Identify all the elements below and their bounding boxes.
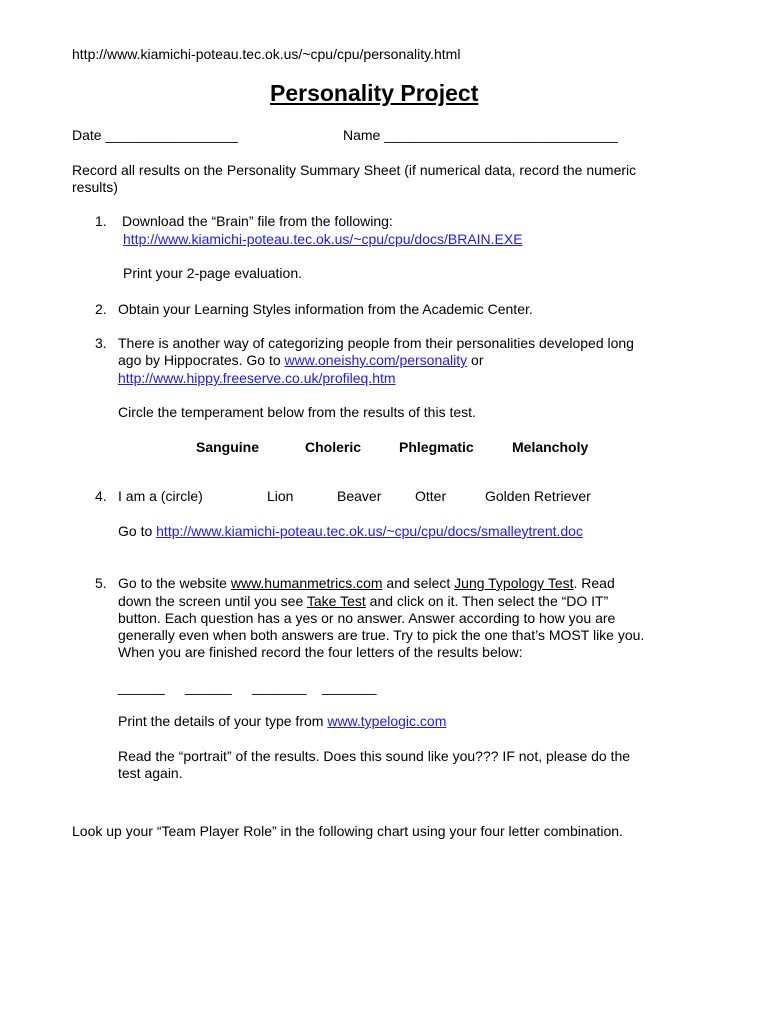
item-3-circle-text: Circle the temperament below from the results of this test. xyxy=(118,404,476,420)
item-5-l1-b: and select xyxy=(382,575,455,591)
item-5-l1-c: . Read xyxy=(573,575,615,591)
item-1-number: 1. xyxy=(95,213,107,229)
date-field: Date _________________ xyxy=(72,127,238,143)
item-5-line-2 xyxy=(118,593,608,609)
item-2-text: Obtain your Learning Styles information from the Academic Center. xyxy=(118,301,533,317)
footer-text: Look up your “Team Player Role” in the following chart using your four letter combination. xyxy=(72,823,623,839)
result-blank-3: _______ xyxy=(252,679,307,695)
temperament-choleric: Choleric xyxy=(305,439,362,455)
item-3-line-2-text: ago by Hippocrates. Go to xyxy=(118,352,285,368)
item-3-line-1: There is another way of categorizing people from their personalities developed long xyxy=(118,335,634,351)
option-golden-retriever: Golden Retriever xyxy=(485,488,591,504)
item-5-number: 5. xyxy=(95,575,107,591)
item-1-link-line xyxy=(123,231,523,247)
result-blank-4: _______ xyxy=(322,679,377,695)
hippy-link[interactable]: http://www.hippy.freeserve.co.uk/profileq.htm xyxy=(118,370,396,386)
smalleytrent-link[interactable]: http://www.kiamichi-poteau.tec.ok.us/~cpu/cpu/docs/smalleytrent.doc xyxy=(156,523,583,539)
oneishy-link[interactable]: www.oneishy.com/personality xyxy=(284,352,468,368)
option-beaver: Beaver xyxy=(337,488,382,504)
item-4-goto xyxy=(118,523,583,539)
page-title: Personality Project xyxy=(270,80,479,106)
item-5-line-4: generally even when both answers are true. Try to pick the one that’s MOST like you. xyxy=(118,627,645,643)
item-3-or: or xyxy=(467,352,484,368)
item-5-line-3: button. Each question has a yes or no answer. Answer according to how you are xyxy=(118,610,616,626)
item-3-line-3 xyxy=(118,370,396,386)
item-4-number: 4. xyxy=(95,488,107,504)
header-url: http://www.kiamichi-poteau.tec.ok.us/~cpu/cpu/personality.html xyxy=(72,46,461,62)
item-3-line-2 xyxy=(118,352,484,368)
item-5-l1-a: Go to the website xyxy=(118,575,231,591)
item-3-number: 3. xyxy=(95,335,107,351)
item-5-print-text: Print the details of your type from xyxy=(118,713,328,729)
item-1-text: Download the “Brain” file from the following: xyxy=(122,213,393,229)
item-4-goto-text: Go to xyxy=(118,523,157,539)
take-test-text: Take Test xyxy=(306,593,366,609)
result-blank-2: ______ xyxy=(185,679,232,695)
temperament-melancholy: Melancholy xyxy=(512,439,589,455)
item-5-l2-b: and click on it. Then select the “DO IT” xyxy=(365,593,609,609)
result-blank-1: ______ xyxy=(118,679,165,695)
item-5-print xyxy=(118,713,446,729)
intro-line-2: results) xyxy=(72,179,118,195)
item-4-text: I am a (circle) xyxy=(118,488,203,504)
item-5-read-2: test again. xyxy=(118,765,183,781)
item-1-print: Print your 2-page evaluation. xyxy=(123,265,302,281)
temperament-phlegmatic: Phlegmatic xyxy=(399,439,474,455)
brain-download-link[interactable]: http://www.kiamichi-poteau.tec.ok.us/~cpu/cpu/docs/BRAIN.EXE xyxy=(123,231,523,247)
temperament-sanguine: Sanguine xyxy=(196,439,260,455)
option-lion: Lion xyxy=(267,488,294,504)
jung-typology-test: Jung Typology Test xyxy=(454,575,574,591)
intro-line-1: Record all results on the Personality Summary Sheet (if numerical data, record the numeric xyxy=(72,162,637,178)
name-field: Name ______________________________ xyxy=(343,127,618,143)
item-5-line-5: When you are finished record the four letters of the results below: xyxy=(118,644,523,660)
typelogic-link[interactable]: www.typelogic.com xyxy=(327,713,447,729)
item-5-read-1: Read the “portrait” of the results. Does this sound like you??? IF not, please do the xyxy=(118,748,631,764)
item-5-line-1 xyxy=(118,575,615,591)
option-otter: Otter xyxy=(415,488,447,504)
item-2-number: 2. xyxy=(95,301,107,317)
item-5-l2-a: down the screen until you see xyxy=(118,593,307,609)
humanmetrics-site: www.humanmetrics.com xyxy=(230,575,383,591)
